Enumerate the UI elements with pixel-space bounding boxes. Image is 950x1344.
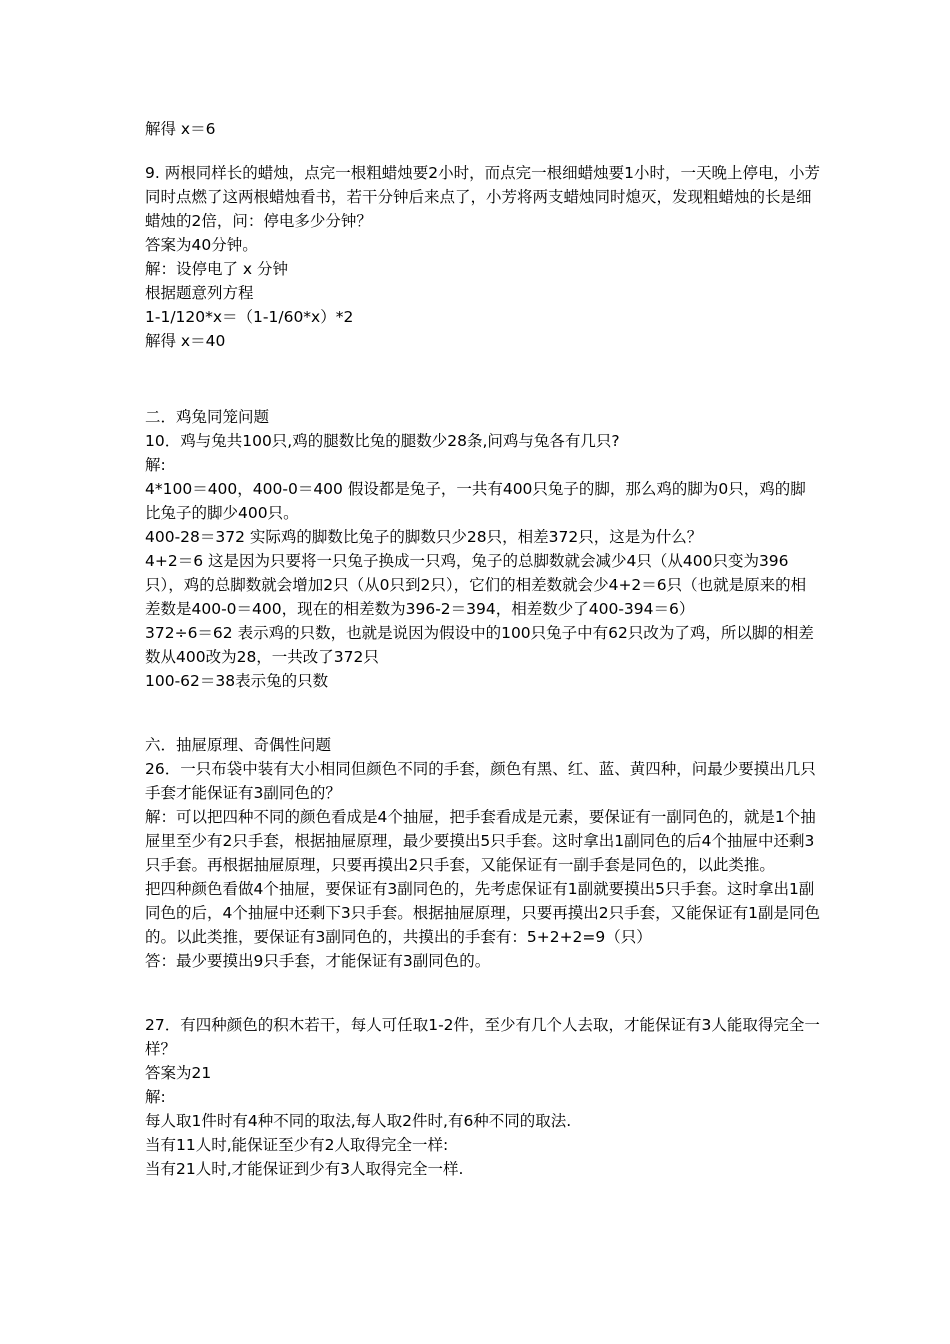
problem-9-equation-intro: 根据题意列方程 [145,284,254,302]
problem-27-step-2: 当有11人时,能保证至少有2人取得完全一样: [145,1136,449,1154]
problem-27-solution-label: 解: [145,1088,166,1106]
problem-27-answer: 答案为21 [145,1064,212,1082]
paragraph-gap [145,693,821,733]
problem-10-step-2: 400-28＝372 实际鸡的脚数比兔子的脚数只少28只，相差372只，这是为什么？ [145,528,703,546]
problem-10-step-3: 4+2＝6 这是因为只要将一只兔子换成一只鸡，兔子的总脚数就会减少4只（从400只变为396只），鸡的总脚数就会增加2只（从0只到2只），它们的相差数就会少4+2＝6只（也就是原来的相差数是400-0＝400，现在的相差数为396-2＝394，相差数少了400-394＝6） [145,552,807,618]
problem-9-answer: 答案为40分钟。 [145,236,258,254]
problem-9-solution-intro: 解：设停电了 x 分钟 [145,260,289,278]
paragraph-gap [145,973,821,1013]
problem-26-question: 26．一只布袋中装有大小相同但颜色不同的手套，颜色有黑、红、蓝、黄四种，问最少要摸出几只手套才能保证有3副同色的？ [145,760,816,802]
problem-27-step-3: 当有21人时,才能保证到少有3人取得完全一样. [145,1160,464,1178]
problem-10-step-5: 100-62＝38表示兔的只数 [145,672,329,690]
problem-26-answer: 答：最少要摸出9只手套，才能保证有3副同色的。 [145,952,491,970]
problem-26-solution-2: 把四种颜色看做4个抽屉，要保证有3副同色的，先考虑保证有1副就要摸出5只手套。这时拿出1副同色的后，4个抽屉中还剩下3只手套。根据抽屉原理，只要再摸出2只手套，又能保证有1副是同色的。以此类推，要保证有3副同色的，共摸出的手套有：5+2+2=9（只） [145,880,820,946]
problem-27-question: 27．有四种颜色的积木若干，每人可任取1-2件，至少有几个人去取，才能保证有3人能取得完全一样？ [145,1016,820,1058]
problem-27-step-1: 每人取1件时有4种不同的取法,每人取2件时,有6种不同的取法. [145,1112,572,1130]
problem-9-equation: 1-1/120*x＝（1-1/60*x）*2 [145,308,354,326]
problem-26-solution-1: 解：可以把四种不同的颜色看成是4个抽屉，把手套看成是元素，要保证有一副同色的，就是1个抽屉里至少有2只手套，根据抽屉原理，最少要摸出5只手套。这时拿出1副同色的后4个抽屉中还剩3只手套。再根据抽屉原理，只要再摸出2只手套，又能保证有一副手套是同色的，以此类推。 [145,808,816,874]
document-page [145,117,821,1181]
section-2-heading: 二．鸡兔同笼问题 [145,408,270,426]
problem-10-solution-label: 解: [145,456,166,474]
section-6-heading: 六．抽屉原理、奇偶性问题 [145,736,332,754]
problem-9-question: 9. 两根同样长的蜡烛，点完一根粗蜡烛要2小时，而点完一根细蜡烛要1小时，一天晚上停电，小芳同时点燃了这两根蜡烛看书，若干分钟后来点了，小芳将两支蜡烛同时熄灭，发现粗蜡烛的长是细蜡烛的2倍，问：停电多少分钟？ [145,164,820,230]
paragraph-gap [145,353,821,405]
problem-9-result: 解得 x＝40 [145,332,226,350]
problem-10-step-4: 372÷6＝62 表示鸡的只数，也就是说因为假设中的100只兔子中有62只改为了鸡，所以脚的相差数从400改为28，一共改了372只 [145,624,814,666]
problem-10-question: 10．鸡与兔共100只,鸡的腿数比兔的腿数少28条,问鸡与兔各有几只? [145,432,620,450]
solution-result-prev: 解得 x＝6 [145,120,216,138]
problem-10-step-1: 4*100＝400，400-0＝400 假设都是兔子，一共有400只兔子的脚，那么鸡的脚为0只，鸡的脚比兔子的脚少400只。 [145,480,806,522]
paragraph-gap [145,141,821,161]
